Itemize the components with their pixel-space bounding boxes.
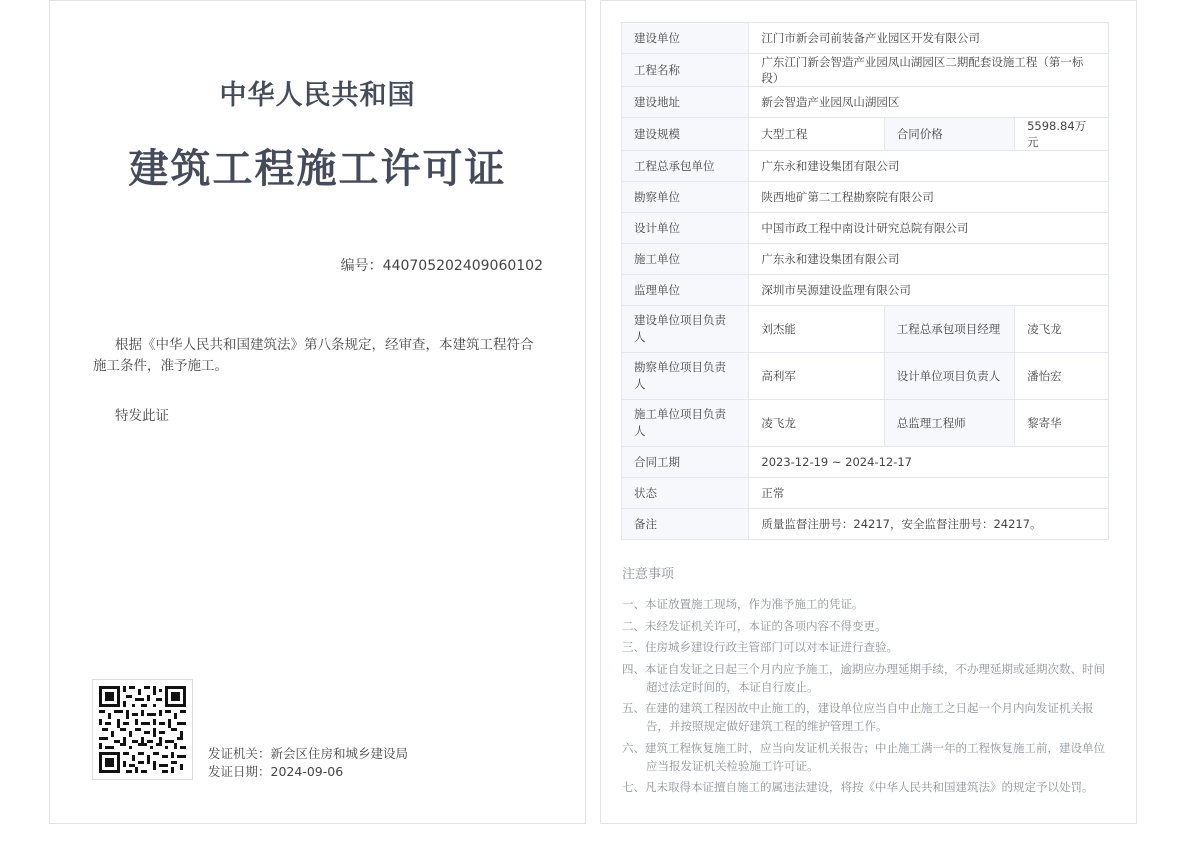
table-row — [622, 182, 1109, 213]
list-item: 二、未经发证机关许可，本证的各项内容不得变更。 — [622, 618, 887, 633]
field-label: 施工单位 — [622, 244, 749, 275]
table-row — [622, 151, 1109, 182]
contract-period-value: 2023-12-19 ~ 2024-12-17 — [749, 447, 1109, 478]
certificate-special: 特发此证 — [115, 408, 169, 424]
field-label: 建设单位项目负责人 — [622, 306, 749, 353]
certificate-number: 编号：440705202409060102 — [340, 258, 543, 274]
list-item: 六、建筑工程恢复施工时，应当向发证机关报告；中止施工满一年的工程恢复施工前，建设单位应当报发证机关检验施工许可证。 — [622, 740, 1105, 773]
table-row — [622, 447, 1109, 478]
issue-date: 发证日期：2024-09-06 — [208, 764, 344, 779]
field-label: 工程名称 — [622, 54, 749, 87]
field-label: 合同工期 — [622, 447, 749, 478]
notice-list — [622, 595, 1112, 800]
table-row — [622, 244, 1109, 275]
list-item: 四、本证自发证之日起三个月内应予施工，逾期应办理延期手续，不办理延期或延期次数、时间超过法定时间的，本证自行废止。 — [622, 661, 1105, 694]
design-unit-value: 中国市政工程中南设计研究总院有限公司 — [749, 213, 1109, 244]
list-item: 七、凡未取得本证擅自施工的属违法建设，将按《中华人民共和国建筑法》的规定予以处罚。 — [622, 780, 1094, 794]
certificate-front — [49, 0, 586, 824]
field-label: 建设地址 — [622, 87, 749, 118]
qr-code-graphic — [93, 680, 192, 779]
field-label: 勘察单位 — [622, 182, 749, 213]
issuer-block — [208, 745, 408, 781]
design-lead-value: 潘怡宏 — [1015, 353, 1109, 400]
field-label: 工程总承包单位 — [622, 151, 749, 182]
notice-title: 注意事项 — [622, 567, 675, 582]
table-row — [622, 118, 1109, 151]
table-row — [622, 509, 1109, 540]
contract-price-value: 5598.84万元 — [1015, 118, 1109, 151]
chief-supervisor-value: 黎寄华 — [1015, 400, 1109, 447]
address-value: 新会智造产业园凤山湖园区 — [749, 87, 1109, 118]
remarks-value: 质量监督注册号：24217，安全监督注册号：24217。 — [749, 509, 1109, 540]
field-label: 状态 — [622, 478, 749, 509]
table-row — [622, 87, 1109, 118]
field-label: 工程总承包项目经理 — [884, 306, 1014, 353]
field-label: 建设规模 — [622, 118, 749, 151]
field-label: 设计单位 — [622, 213, 749, 244]
list-item: 三、住房城乡建设行政主管部门可以对本证进行查验。 — [622, 640, 898, 654]
certificate-details — [600, 0, 1137, 824]
field-label: 勘察单位项目负责人 — [622, 353, 749, 400]
certificate-body: 根据《中华人民共和国建筑法》第八条规定，经审查，本建筑工程符合施工条件，准予施工。 — [93, 337, 534, 374]
list-item: 一、本证放置施工现场，作为准予施工的凭证。 — [622, 597, 864, 611]
table-row — [622, 353, 1109, 400]
table-row — [622, 478, 1109, 509]
table-row — [622, 275, 1109, 306]
construction-lead-value: 刘杰能 — [749, 306, 884, 353]
country-name: 中华人民共和国 — [219, 80, 416, 111]
table-row — [622, 213, 1109, 244]
issuing-authority: 发证机关：新会区住房和城乡建设局 — [208, 746, 409, 761]
gc-manager-value: 凌飞龙 — [1015, 306, 1109, 353]
project-name-value: 广东江门新会智造产业园凤山湖园区二期配套设施工程（第一标段） — [749, 54, 1109, 87]
table-row — [622, 54, 1109, 87]
field-label: 监理单位 — [622, 275, 749, 306]
details-table — [621, 22, 1109, 540]
table-row — [622, 23, 1109, 54]
construction-unit-value: 江门市新会司前装备产业园区开发有限公司 — [749, 23, 1109, 54]
builder-lead-value: 凌飞龙 — [749, 400, 884, 447]
table-row — [622, 306, 1109, 353]
field-label: 合同价格 — [884, 118, 1014, 151]
certificate-title: 建筑工程施工许可证 — [128, 146, 507, 192]
field-label: 施工单位项目负责人 — [622, 400, 749, 447]
field-label: 建设单位 — [622, 23, 749, 54]
supervision-unit-value: 深圳市昊源建设监理有限公司 — [749, 275, 1109, 306]
field-label: 设计单位项目负责人 — [884, 353, 1014, 400]
table-row — [622, 400, 1109, 447]
field-label: 备注 — [622, 509, 749, 540]
scale-value: 大型工程 — [749, 118, 884, 151]
builder-unit-value: 广东永和建设集团有限公司 — [749, 244, 1109, 275]
status-value: 正常 — [749, 478, 1109, 509]
list-item: 五、在建的建筑工程因故中止施工的，建设单位应当自中止施工之日起一个月内向发证机关报告，并按照规定做好建筑工程的维护管理工作。 — [622, 701, 1094, 733]
survey-lead-value: 高利军 — [749, 353, 884, 400]
survey-unit-value: 陕西地矿第二工程勘察院有限公司 — [749, 182, 1109, 213]
general-contractor-value: 广东永和建设集团有限公司 — [749, 151, 1109, 182]
field-label: 总监理工程师 — [884, 400, 1014, 447]
qr-code-icon — [92, 679, 193, 780]
